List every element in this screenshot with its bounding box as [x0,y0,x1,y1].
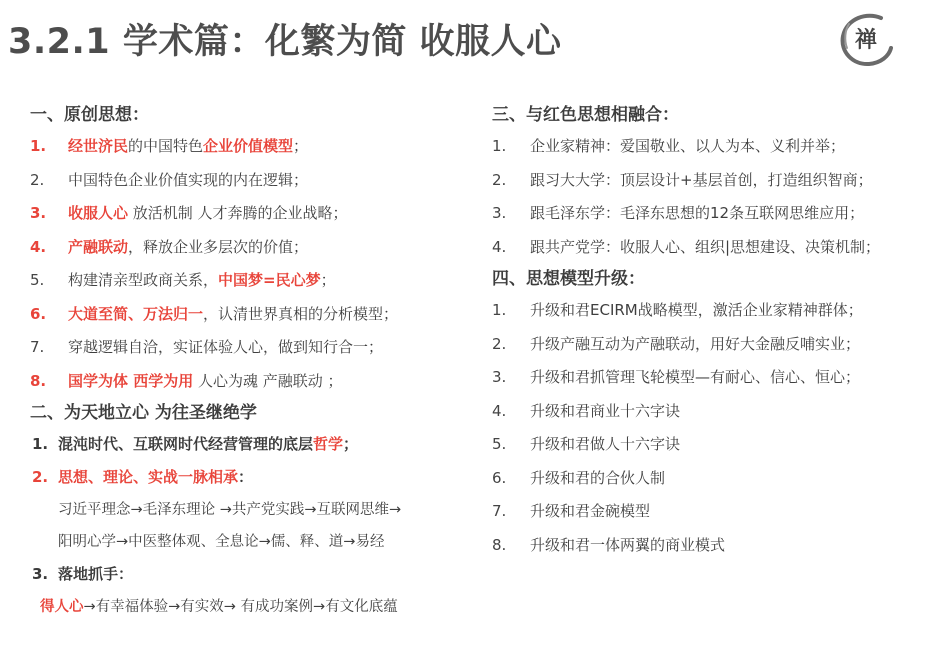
zen-logo [837,10,895,68]
theory-chain-line-1: 习近平理念→毛泽东理论 →共产党实践→互联网思维→ [58,502,402,518]
section-heading-original-thought: 一、原创思想： [30,105,149,125]
list-item: 4. 升级和君商业十六字诀 [492,401,681,420]
left-column [30,100,470,623]
list-item: 1. 经世济民的中国特色企业价值模型； [30,137,309,155]
list-item: 2. 升级产融互动为产融联动，用好大金融反哺实业； [492,334,861,353]
section-heading-heaven-earth: 二、为天地立心 为往圣继绝学 [30,403,257,423]
list-item: 7. 升级和君金碗模型 [492,502,651,520]
list-item: 3. 跟毛泽东学：毛泽东思想的12条互联网思维应用； [492,204,865,222]
sub-item-lineage: 2. 思想、理论、实战一脉相承： [32,468,254,486]
list-item: 8. 升级和君一体两翼的商业模式 [492,535,726,554]
list-item: 4. 产融联动，释放企业多层次的价值； [30,237,309,256]
list-item: 6. 大道至简、万法归一，认清世界真相的分析模型； [30,304,399,323]
section-heading-red-thought: 三、与红色思想相融合： [492,105,679,125]
landing-chain-line: 得人心→有幸福体验→有实效→ 有成功案例→有文化底蕴 [40,599,398,615]
list-item: 5. 构建清亲型政商关系，中国梦=民心梦； [30,271,336,289]
list-item: 2. 跟习大大学：顶层设计+基层首创，打造组织智商； [492,170,873,189]
list-item: 2. 中国特色企业价值实现的内在逻辑； [30,170,309,189]
list-item: 6. 升级和君的合伙人制 [492,468,666,487]
list-item: 1. 升级和君ECIRM战略模型，激活企业家精神群体； [492,301,863,319]
list-item: 3. 收服人心 放活机制 人才奔腾的企业战略； [30,204,348,222]
sub-item-philosophy: 1. 混沌时代、互联网时代经营管理的底层哲学； [32,435,359,453]
list-item: 3. 升级和君抓管理飞轮模型—有耐心、信心、恒心； [492,368,861,386]
theory-chain-line-2: 阳明心学→中医整体观、全息论→儒、释、道→易经 [58,534,385,550]
list-item: 4. 跟共产党学：收服人心、组织|思想建设、决策机制； [492,237,881,256]
sub-item-landing: 3. 落地抓手： [32,565,134,583]
list-item: 5. 升级和君做人十六字诀 [492,435,681,453]
list-item: 7. 穿越逻辑自洽，实证体验人心，做到知行合一； [30,338,384,356]
right-column [492,100,917,562]
page-title: 3.2.1 学术篇：化繁为简 收服人心 [8,22,562,62]
list-item: 8. 国学为体 西学为用 人心为魂 产融联动 ； [30,371,343,390]
list-item: 1. 企业家精神：爱国敬业、以人为本、义利并举； [492,137,846,155]
logo-character: 禅 [854,28,877,53]
section-heading-model-upgrade: 四、思想模型升级： [492,269,645,289]
